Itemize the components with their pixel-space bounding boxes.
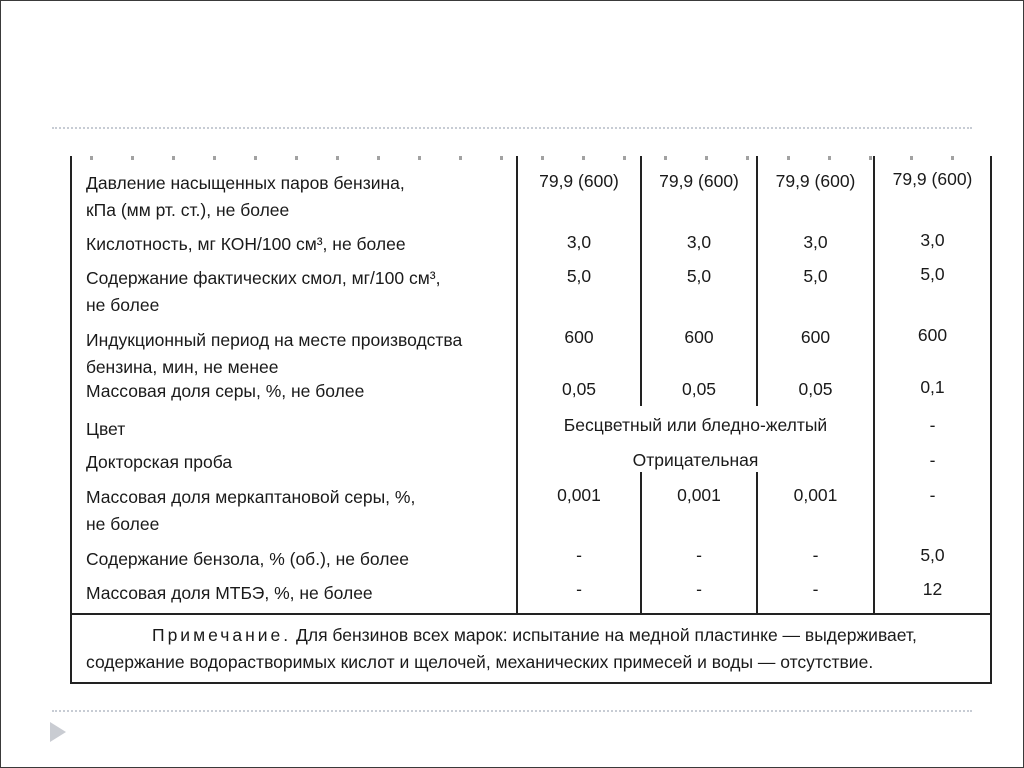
- cell-induction-4: 600: [917, 325, 948, 345]
- cell-induction-3: 600: [800, 327, 831, 347]
- cell-sulfur-4: 0,1: [920, 377, 945, 397]
- table-bottom-border: [70, 682, 992, 684]
- cell-vapor-pressure-3: 79,9 (600): [775, 171, 856, 191]
- row-label-induction-period: Индукционный период на месте производства бензина, мин, не менее: [86, 330, 463, 377]
- cell-induction-2: 600: [684, 327, 714, 347]
- cell-resins-3: 5,0: [803, 266, 828, 286]
- cell-benzene-2: -: [696, 545, 702, 565]
- cell-mtbe-2: -: [696, 579, 702, 599]
- cell-resins-1: 5,0: [566, 266, 592, 286]
- top-dotted-divider: [52, 127, 972, 129]
- cell-sulfur-2: 0,05: [681, 379, 717, 399]
- bottom-dotted-divider: [52, 710, 972, 712]
- cell-vapor-pressure-2: 79,9 (600): [659, 171, 739, 191]
- cell-acidity-4: 3,0: [920, 230, 945, 250]
- cell-benzene-4: 5,0: [920, 545, 945, 565]
- row-label-acidity: Кислотность, мг КОН/100 см³, не более: [86, 234, 406, 254]
- cell-induction-1: 600: [564, 327, 594, 347]
- row-label-vapor-pressure: Давление насыщенных паров бензина, кПа (мм рт. ст.), не более: [86, 173, 405, 220]
- cell-mercaptan-2: 0,001: [677, 485, 721, 505]
- cell-acidity-1: 3,0: [566, 232, 592, 252]
- cell-benzene-3: -: [812, 545, 819, 565]
- cell-acidity-3: 3,0: [803, 232, 828, 252]
- row-label-mercaptan-sulfur: Массовая доля меркаптановой серы, %, не более: [86, 487, 416, 534]
- table-right-border: [990, 156, 992, 684]
- row-label-color: Цвет: [86, 419, 126, 439]
- cell-sulfur-3: 0,05: [798, 379, 833, 399]
- cell-mercaptan-1: 0,001: [557, 485, 601, 505]
- cell-mtbe-1: -: [576, 579, 582, 599]
- note-line-1: Для бензинов всех марок: испытание на медной пластинке — выдерживает,: [296, 625, 917, 645]
- table-left-border: [70, 156, 72, 684]
- cell-doctor-test-4: -: [929, 450, 936, 470]
- cell-vapor-pressure-4: 79,9 (600): [892, 169, 973, 189]
- row-label-doctor-test: Докторская проба: [86, 452, 233, 472]
- cell-mercaptan-3: 0,001: [793, 485, 838, 505]
- note-heading: Примечание.: [152, 625, 292, 645]
- cropped-previous-row: [90, 156, 970, 160]
- cell-mtbe-3: -: [812, 579, 819, 599]
- row-label-resins: Содержание фактических смол, мг/100 см³, не более: [86, 268, 441, 315]
- row-label-sulfur: Массовая доля серы, %, не более: [86, 381, 365, 401]
- cell-sulfur-1: 0,05: [561, 379, 597, 399]
- cell-acidity-2: 3,0: [686, 232, 712, 252]
- cell-mtbe-4: 12: [922, 579, 943, 599]
- cell-mercaptan-4: -: [929, 485, 936, 505]
- row-label-mtbe: Массовая доля МТБЭ, %, не более: [86, 583, 373, 603]
- cell-doctor-test-merged: Отрицательная: [632, 450, 759, 470]
- specification-table: [70, 156, 992, 686]
- row-label-benzene: Содержание бензола, % (об.), не более: [86, 549, 409, 569]
- cell-color-merged: Бесцветный или бледно-желтый: [563, 415, 828, 435]
- cell-resins-4: 5,0: [920, 264, 945, 284]
- note-line-2: содержание водорастворимых кислот и щелочей, механических примесей и воды — отсутствие.: [86, 652, 874, 672]
- table-note: [86, 622, 978, 676]
- cell-vapor-pressure-1: 79,9 (600): [539, 171, 619, 191]
- next-slide-arrow-icon[interactable]: [50, 722, 66, 742]
- cell-benzene-1: -: [576, 545, 582, 565]
- cell-resins-2: 5,0: [686, 266, 712, 286]
- note-separator: [70, 613, 992, 615]
- cell-color-4: -: [929, 415, 936, 435]
